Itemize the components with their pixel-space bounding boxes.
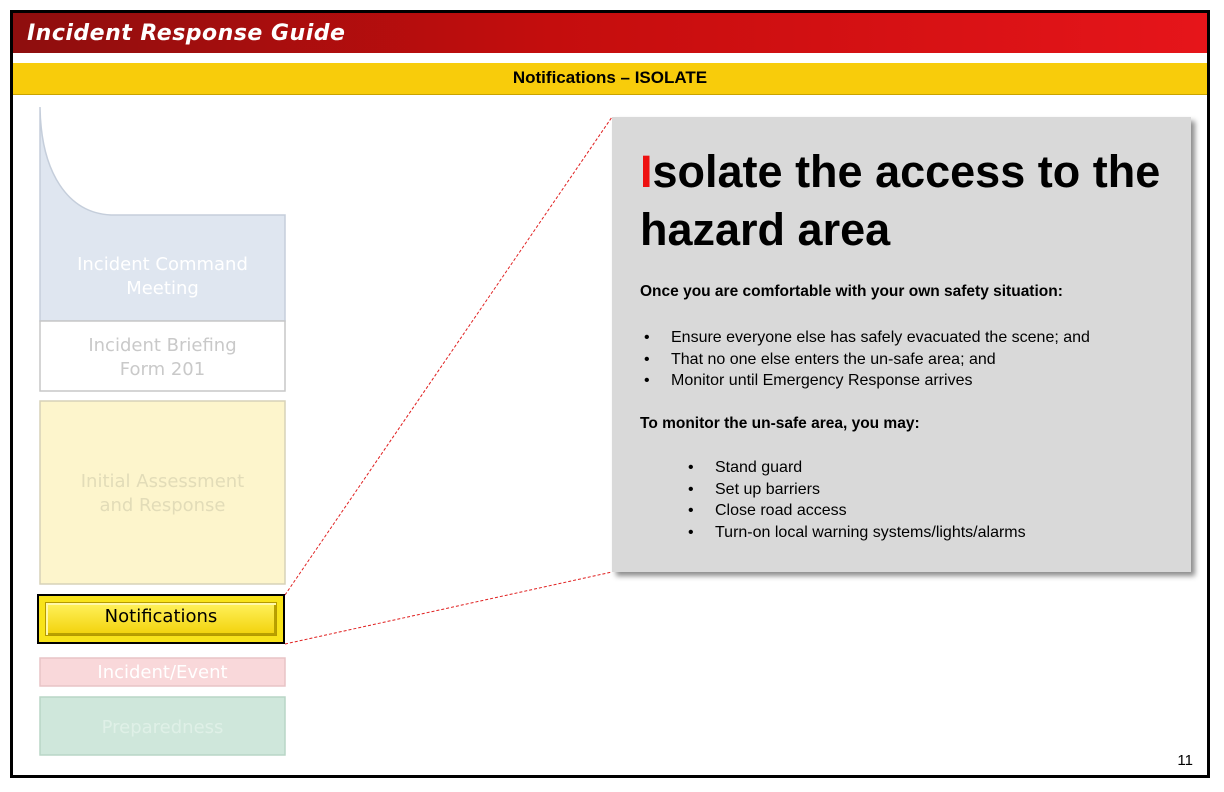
list-item: • Turn-on local warning systems/lights/alarms: [684, 522, 1026, 544]
callout-line-top: [285, 117, 612, 595]
section-title: Notifications – ISOLATE: [512, 68, 708, 87]
isolate-card: [612, 117, 1191, 572]
callout-line-bottom: [285, 572, 612, 644]
initial-assessment-line1: Initial Assessment: [80, 471, 245, 492]
notifications-button[interactable]: [37, 594, 285, 644]
list-item: • Set up barriers: [684, 479, 1026, 501]
guide-title: Incident Response Guide: [27, 21, 346, 46]
safety-lead-text: Once you are comfortable with your own safety situation:: [640, 283, 1063, 300]
box-incident-event-label: Incident/Event: [97, 662, 228, 683]
list-item: • Ensure everyone else has safely evacuated the scene; and: [640, 327, 1090, 349]
card-heading: [640, 143, 1180, 259]
heading-rest: solate the access to the hazard area: [640, 146, 1161, 255]
list-item: • Monitor until Emergency Response arrives: [640, 370, 1090, 392]
heading-red-initial: I: [640, 146, 653, 197]
list-item: • Close road access: [684, 500, 1026, 522]
safety-bullet-list: [640, 327, 1090, 392]
list-item: • Stand guard: [684, 457, 1026, 479]
slide: [10, 10, 1210, 778]
incident-command-line2: Meeting: [126, 278, 199, 299]
box-incident-briefing-label: [40, 334, 285, 382]
incident-briefing-line1: Incident Briefing: [88, 335, 237, 356]
incident-command-line1: Incident Command: [77, 254, 248, 275]
initial-assessment-line2: and Response: [99, 495, 226, 516]
monitor-bullet-list: [684, 457, 1026, 543]
box-preparedness-label: Preparedness: [101, 717, 224, 738]
box-initial-assessment-label: [40, 470, 285, 518]
list-item: • That no one else enters the un-safe area; and: [640, 349, 1090, 371]
incident-briefing-line2: Form 201: [119, 359, 206, 380]
box-incident-command-label: [40, 253, 285, 301]
monitor-lead-text: To monitor the un-safe area, you may:: [640, 415, 920, 432]
page-number: 11: [1177, 752, 1193, 769]
notifications-label: Notifications: [104, 606, 218, 627]
